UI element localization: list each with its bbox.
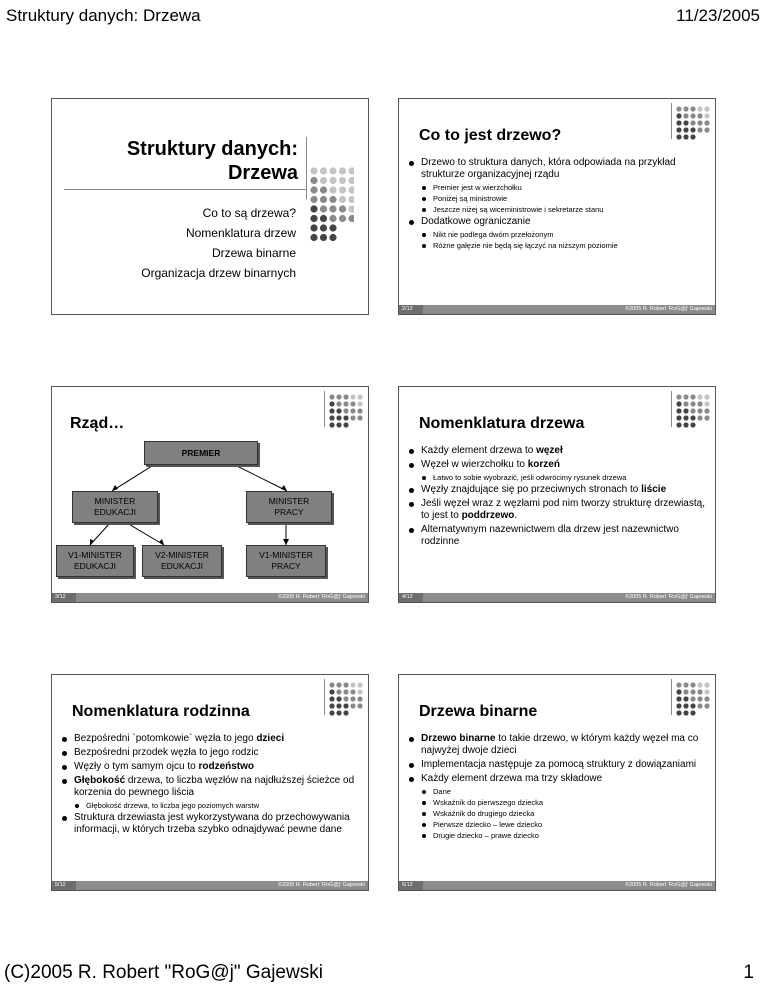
slide-5-title: Nomenklatura rodzinna [72, 703, 250, 720]
slide-3-title: Rząd… [70, 415, 125, 432]
bullet-text: Jeśli węzeł wraz z węzłami pod nim tworzy strukturę drzewiastą, to jest to [421, 498, 705, 521]
slide-1-divider [64, 189, 306, 190]
bullet-item [407, 484, 707, 496]
org-node-label: V1-MINISTER PRACY [259, 550, 313, 571]
slide-1-agenda [141, 203, 296, 283]
bullet-item: Drzewo to struktura danych, która odpowiada na przykład strukturze organizacyjnej rządu [407, 157, 707, 181]
bullet-text: Węzły o tym samym ojcu to [74, 761, 199, 772]
bullet-text: Bezpośredni `potomkowie` węzła to jego [74, 733, 257, 744]
slide-copyright: ©2005 R. Robert 'RoG@j' Gajewski [625, 594, 712, 600]
slide-vertical-line [671, 391, 672, 427]
page-number: 1 [743, 962, 754, 983]
slide-1-title-line-1: Struktury danych: [126, 138, 298, 160]
org-node-minister-edukacji [72, 491, 158, 523]
slide-1 [51, 98, 369, 315]
bullet-item: Bezpośredni przodek węzła to jego rodzic [60, 747, 360, 759]
org-node-label: V2-MINISTER EDUKACJI [155, 550, 209, 571]
bullet-item: Implementacja następuje za pomocą struktury z dowiązaniami [407, 759, 707, 771]
org-node-v1-minister-pracy [246, 545, 326, 577]
bullet-bold-term: dzieci [256, 733, 285, 744]
org-node-label: MINISTER PRACY [268, 496, 310, 517]
slide-2-bullets [407, 157, 707, 252]
sub-bullet-item: Drugie dziecko – prawe dziecko [407, 831, 707, 841]
bullet-item [407, 733, 707, 757]
bullet-item [407, 445, 707, 457]
slide-vertical-line [671, 103, 672, 139]
bullet-text: Węzeł w wierzchołku to [421, 459, 528, 470]
sub-bullet-item: Wskaźnik do drugiego dziecka [407, 809, 707, 819]
slide-number: 6/12 [399, 881, 423, 890]
dot-grid-decoration [675, 393, 711, 429]
bullet-text: . [514, 510, 518, 521]
bullet-item [407, 498, 707, 522]
slide-footer [399, 881, 715, 890]
dot-grid-decoration [310, 167, 354, 255]
slide-copyright: ©2005 R. Robert 'RoG@j' Gajewski [625, 306, 712, 312]
bullet-item: Dodatkowe ograniczanie [407, 216, 707, 228]
dot-grid-decoration [675, 105, 711, 141]
agenda-item: Drzewa binarne [211, 246, 296, 260]
sub-bullet-item: Poniżej są ministrowie [407, 194, 707, 204]
slide-footer [52, 593, 368, 602]
slide-4-bullets [407, 445, 707, 550]
slide-2-title: Co to jest drzewo? [419, 127, 562, 144]
slide-5 [51, 674, 369, 891]
slide-vertical-line [324, 679, 325, 715]
bullet-item [60, 761, 360, 773]
bullet-bold-term: Głębokość [74, 775, 126, 786]
slide-vertical-line [671, 679, 672, 715]
slide-number: 4/12 [399, 593, 423, 602]
org-node-v1-minister-edukacji [56, 545, 134, 577]
slide-6 [398, 674, 716, 891]
sub-bullet-item: Łatwo to sobie wyobrazić, jeśli odwrócimy rysunek drzewa [407, 473, 707, 483]
slide-3 [51, 386, 369, 603]
slide-footer [399, 593, 715, 602]
slide-4-title: Nomenklatura drzewa [419, 415, 585, 432]
slide-number: 3/12 [52, 593, 76, 602]
slide-1-title-line-2: Drzewa [227, 162, 298, 184]
sub-bullet-item: Pierwsze dziecko – lewe dziecko [407, 820, 707, 830]
bullet-bold-term: korzeń [527, 459, 560, 470]
slide-number: 2/12 [399, 305, 423, 314]
sub-bullet-item: Nikt nie podlega dwóm przełożonym [407, 230, 707, 240]
bullet-item: Struktura drzewiasta jest wykorzystywana do przechowywania informacji, w których trzeba szybko odnajdywać pewne dane [60, 812, 360, 836]
bullet-text: Węzły znajdujące się po przeciwnych stronach to [421, 484, 642, 495]
page-header-date: 11/23/2005 [676, 6, 760, 25]
agenda-item: Nomenklatura drzew [185, 226, 296, 240]
slide-6-bullets [407, 733, 707, 842]
slide-1-title [127, 137, 298, 185]
page-footer-copyright: (C)2005 R. Robert "RoG@j" Gajewski [4, 962, 323, 983]
sub-bullet-item: Różne gałęzie nie będą się łączyć na niższym poziomie [407, 241, 707, 251]
slide-footer [399, 305, 715, 314]
dot-grid-decoration [675, 681, 711, 717]
bullet-bold-term: rodzeństwo [198, 761, 255, 772]
bullet-text: to takie drzewo, w którym każdy węzeł ma co najwyżej dwoje dzieci [421, 733, 699, 756]
sub-bullet-item: Jeszcze niżej są wiceministrowie i sekretarze stanu [407, 205, 707, 215]
org-node-v2-minister-edukacji [142, 545, 222, 577]
org-node-minister-pracy [246, 491, 332, 523]
page-header-title: Struktury danych: Drzewa [6, 6, 201, 25]
bullet-item [60, 775, 360, 799]
agenda-item: Organizacja drzew binarnych [141, 266, 296, 280]
org-node-label: MINISTER EDUKACJI [93, 496, 137, 517]
bullet-text: Każdy element drzewa to [421, 445, 537, 456]
bullet-item [407, 459, 707, 471]
slide-copyright: ©2005 R. Robert 'RoG@j' Gajewski [625, 882, 712, 888]
org-node-premier: PREMIER [144, 441, 258, 465]
bullet-item: Każdy element drzewa ma trzy składowe [407, 773, 707, 785]
slide-1-vertical-line [306, 137, 307, 199]
sub-bullet-item: Premier jest w wierzchołku [407, 183, 707, 193]
slide-footer [52, 881, 368, 890]
sub-bullet-item: Głębokość drzewa, to liczba jego poziomych warstw [60, 801, 360, 811]
bullet-item [60, 733, 360, 745]
slide-4 [398, 386, 716, 603]
org-node-label: V1-MINISTER EDUKACJI [68, 550, 122, 571]
bullet-bold-term: poddrzewo [461, 510, 515, 521]
agenda-item: Co to są drzewa? [202, 206, 296, 220]
slide-copyright: ©2005 R. Robert 'RoG@j' Gajewski [278, 594, 365, 600]
sub-bullet-item: Dane [407, 787, 707, 797]
slide-2 [398, 98, 716, 315]
bullet-bold-term: Drzewo binarne [421, 733, 496, 744]
slide-copyright: ©2005 R. Robert 'RoG@j' Gajewski [278, 882, 365, 888]
slide-6-title: Drzewa binarne [419, 703, 538, 720]
bullet-bold-term: liście [641, 484, 667, 495]
sub-bullet-item: Wskaźnik do pierwszego dziecka [407, 798, 707, 808]
slide-5-bullets [60, 733, 360, 838]
dot-grid-decoration [328, 681, 364, 717]
bullet-bold-term: węzeł [536, 445, 563, 456]
bullet-text: drzewa, to liczba węzłów na najdłuższej ścieżce od korzenia do pewnego liścia [74, 775, 355, 798]
bullet-item: Alternatywnym nazewnictwem dla drzew jest nazewnictwo rodzinne [407, 524, 707, 548]
slide-number: 5/12 [52, 881, 76, 890]
